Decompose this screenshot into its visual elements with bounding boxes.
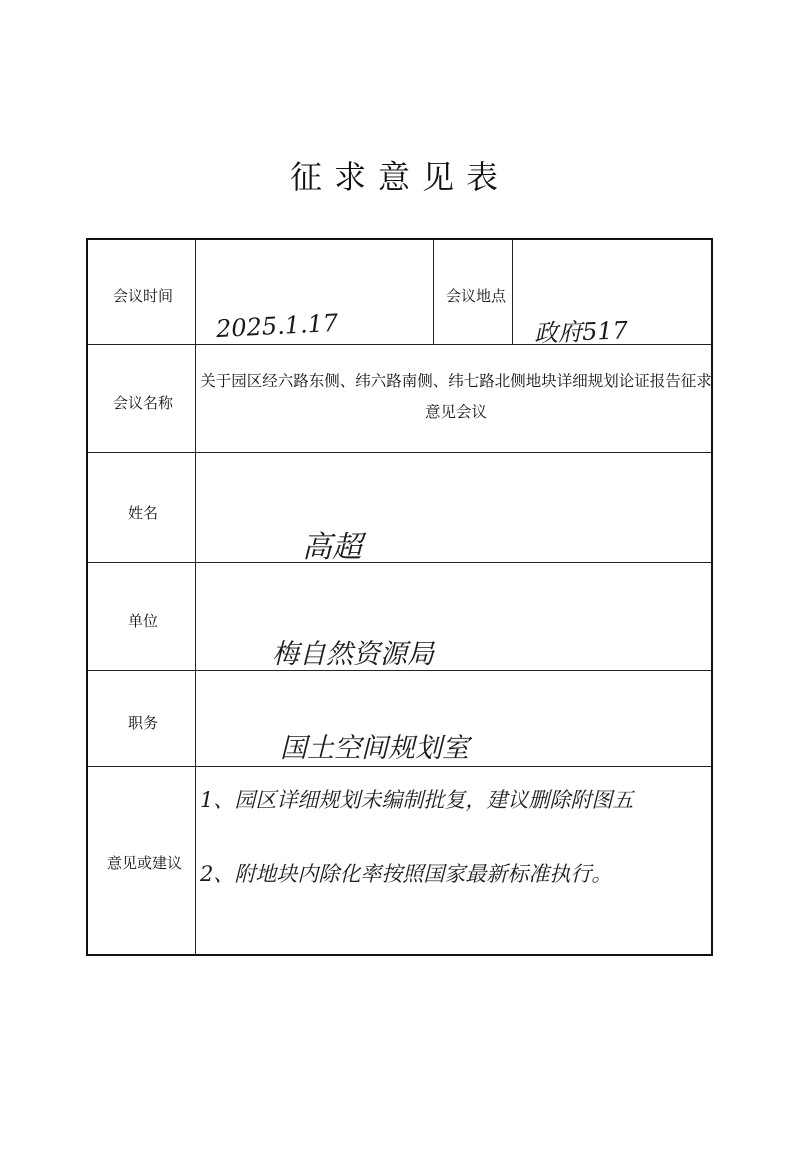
row-divider bbox=[88, 562, 711, 563]
document-title: 征求意见表 bbox=[289, 158, 510, 196]
time-place-divider bbox=[433, 240, 434, 344]
opinion-line-1: 1、园区详细规划未编制批复，建议删除附图五 bbox=[200, 788, 634, 812]
meeting-time-label: 会议时间 bbox=[113, 287, 174, 305]
name-label: 姓名 bbox=[128, 504, 159, 522]
meeting-time-value: 2025.1.17 bbox=[215, 308, 339, 344]
label-column-divider bbox=[195, 240, 196, 956]
meeting-name-label: 会议名称 bbox=[113, 394, 174, 412]
position-value: 国土空间规划室 bbox=[280, 733, 469, 764]
meeting-name-value: 关于园区经六路东侧、纬六路南侧、纬七路北侧地块详细规划论证报告征求意见会议 bbox=[200, 372, 712, 421]
opinion-label: 意见或建议 bbox=[107, 854, 183, 872]
unit-label: 单位 bbox=[128, 612, 159, 630]
opinion-line-2: 2、附地块内除化率按照国家最新标准执行。 bbox=[200, 862, 613, 886]
opinion-form-table bbox=[86, 238, 713, 956]
row-divider bbox=[88, 766, 711, 767]
position-label: 职务 bbox=[128, 714, 159, 732]
place-label-divider bbox=[512, 240, 513, 344]
row-divider bbox=[88, 452, 711, 453]
meeting-place-label: 会议地点 bbox=[446, 287, 507, 305]
name-value: 高超 bbox=[302, 530, 362, 565]
unit-value: 梅自然资源局 bbox=[272, 639, 434, 670]
meeting-place-value: 政府517 bbox=[533, 316, 629, 348]
